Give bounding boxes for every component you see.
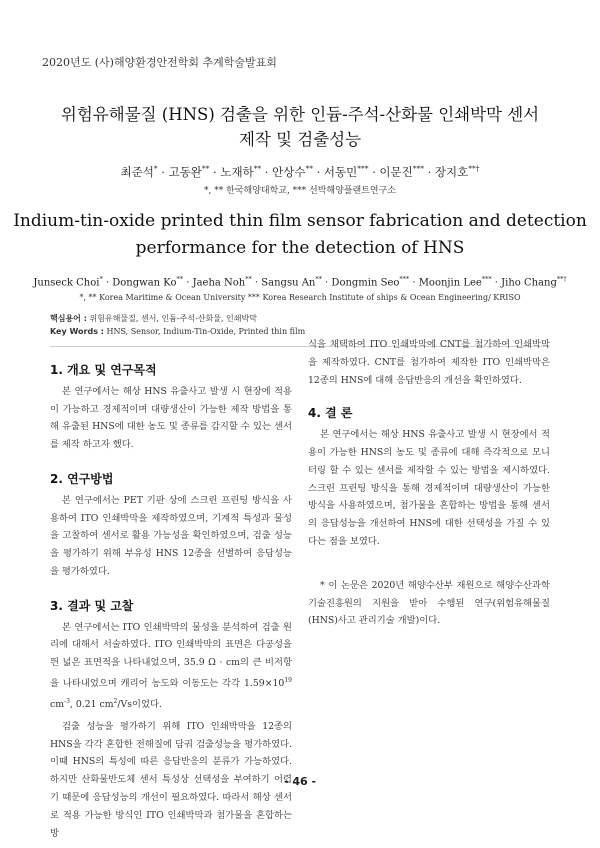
keywords-en-text: HNS, Sensor, Indium-Tin-Oxide, Printed thin film bbox=[106, 327, 306, 336]
author-separator: · bbox=[321, 277, 332, 289]
author-name: Jaeha Noh bbox=[192, 277, 246, 289]
author-name: 고동완 bbox=[168, 165, 202, 179]
section-1-heading: 1. 개요 및 연구목적 bbox=[50, 363, 157, 377]
affiliation-english: *, ** Korea Maritime & Ocean University *** Korea Research Institute of ships & Ocean Engineering/ KRISO bbox=[79, 293, 521, 302]
author-affiliation-mark: * bbox=[99, 275, 103, 283]
author-affiliation-mark: ** bbox=[253, 164, 262, 174]
authors-korean bbox=[0, 164, 600, 180]
author-name: 이문진 bbox=[379, 165, 413, 179]
title-en-line1: Indium-tin-oxide printed thin film sensor fabrication and detection bbox=[13, 211, 587, 231]
author-separator: · bbox=[157, 165, 169, 179]
section-3-heading: 3. 결과 및 고찰 bbox=[50, 598, 134, 613]
author-affiliation-mark: ** bbox=[201, 164, 210, 174]
section-4-text: 본 연구에서는 해상 HNS 유출사고 발생 시 현장에서 적용이 가능한 HNS의 농도 및 종류에 대해 즉각적으로 모니터링 할 수 있는 센서를 제작할 수 있는 방법을 제시하였다. 스크린 프린팅 방식을 통해 경제적이며 대량생산이 가능한 방식을 사용하였으며, 첨가물을 혼합하는 방법을 통해 센서의 응답성능을 개선하여 HNS에 대한 선택성을 가질 수 있다는 점을 보였다. bbox=[308, 429, 550, 547]
author-name: Moonjin Lee bbox=[418, 277, 482, 289]
author-separator: · bbox=[423, 165, 435, 179]
section-2-heading: 2. 연구방법 bbox=[50, 471, 114, 486]
author-name: 최준석 bbox=[120, 165, 154, 179]
author-separator: · bbox=[368, 165, 380, 179]
page-number: - 46 - bbox=[283, 775, 317, 788]
author-affiliation-mark: *** bbox=[412, 164, 424, 174]
section-1-text: 본 연구에서는 해상 HNS 유출사고 발생 시 현장에 적용이 가능하고 경제적이며 대량생산이 가능한 제작 방법을 통해 유출된 HNS에 대한 농도 및 종류를 감지할 수 있는 센서를 제작 하고자 했다. bbox=[50, 385, 292, 451]
author-affiliation-mark: *** bbox=[481, 275, 492, 283]
title-korean bbox=[0, 102, 600, 152]
title-english bbox=[0, 208, 600, 262]
author-affiliation-mark: ** bbox=[245, 275, 252, 283]
author-affiliation-mark: ** bbox=[315, 275, 322, 283]
author-affiliation-mark: ** bbox=[305, 164, 313, 174]
section-2-text: 본 연구에서는 PET 기판 상에 스크린 프린팅 방식을 사용하여 ITO 인쇄박막을 제작하였으며, 기계적 특성과 물성을 고찰하여 센서로 활용 가능성을 확인하였으며, 검출 성능을 평가하기 위해 부유성 HNS 12종을 선별하여 응답성능을 평가하였다. bbox=[50, 494, 292, 577]
affiliation-korean: *, ** 한국해양대학교, *** 선박해양플랜트연구소 bbox=[204, 186, 396, 196]
keywords-en-label: Key Words : bbox=[50, 327, 104, 336]
author-name: Junseck Choi bbox=[33, 277, 100, 289]
title-ko-line1: 위험유해물질 (HNS) 검출을 위한 인듐-주석-산화물 인쇄박막 센서 bbox=[60, 105, 540, 124]
author-name: 노재하 bbox=[220, 165, 254, 179]
author-separator: · bbox=[491, 277, 502, 289]
keywords-english bbox=[50, 327, 305, 336]
authors-english bbox=[0, 275, 600, 288]
author-affiliation-mark: *** bbox=[399, 275, 410, 283]
left-column bbox=[50, 362, 292, 842]
conference-header: 2020년도 (사)해양환경안전학회 추계학술발표회 bbox=[42, 56, 277, 69]
author-separator: · bbox=[209, 165, 221, 179]
keywords-ko-text: 위험유해물질, 센서, 인듐-주석-산화물, 인쇄박막 bbox=[89, 314, 257, 323]
acknowledgement: * 이 논문은 2020년 해양수산부 재원으로 해양수산과학기술진흥원의 지원을 받아 수행된 연구(위험유해물질(HNS)사고 관리기술 개발)이다. bbox=[308, 579, 550, 627]
keywords-korean bbox=[50, 313, 257, 324]
title-ko-line2: 제작 및 검출성능 bbox=[238, 130, 362, 149]
author-name: Dongwan Ko bbox=[112, 277, 177, 289]
author-affiliation-mark: *** bbox=[357, 164, 369, 174]
author-affiliation-mark: * bbox=[153, 164, 158, 174]
right-column bbox=[308, 336, 550, 630]
author-affiliation-mark: **† bbox=[468, 164, 480, 174]
author-name: Sangsu An bbox=[261, 277, 316, 289]
section-4-heading: 4. 결 론 bbox=[308, 406, 353, 421]
author-separator: · bbox=[251, 277, 262, 289]
author-name: 안상수 bbox=[272, 165, 306, 179]
author-separator: · bbox=[183, 277, 193, 289]
author-name: 서동민 bbox=[323, 165, 358, 179]
author-name: Dongmin Seo bbox=[331, 277, 400, 289]
title-en-line2: performance for the detection of HNS bbox=[135, 238, 465, 258]
author-name: 장지호 bbox=[434, 165, 469, 179]
section-3-continuation: 식을 채택하여 ITO 인쇄박막에 CNT를 첨가하여 인쇄박막을 제작하였다. CNT를 첨가하여 제작한 ITO 인쇄박막은 12종의 HNS에 대해 응답반응의 개선을 확인하였다. bbox=[308, 339, 550, 386]
author-separator: · bbox=[102, 277, 113, 289]
author-separator: · bbox=[261, 165, 273, 179]
section-3-paragraph-1: 본 연구에서는 ITO 인쇄박막의 물성을 분석하여 검출 원리에 대해서 서술하였다. ITO 인쇄박막의 표면은 다공성을 띈 넓은 표면적을 나타내었으며, 35.9 Ω · cm의 큰 비저항을 나타내었으며 캐리어 농도와 이동도는 각각 $1.59\times 10^{19}$ $cm^{-3}$, 0.21 $cm^2/Vs$이었다. bbox=[50, 621, 292, 710]
author-separator: · bbox=[409, 277, 419, 289]
author-separator: · bbox=[312, 165, 324, 179]
keywords-ko-label: 핵심용어 : bbox=[50, 314, 87, 323]
section-3-paragraph-2: 검출 성능을 평가하기 위해 ITO 인쇄박막을 12종의 HNS을 각각 혼합한 전해질에 담궈 검출성능을 평가하였다. 이때 HNS의 특성에 따른 응답반응의 분류가 가능하였다. 하지만 산화물반도체 센서 특성상 선택성을 부여하기 어렵기 때문에 응답성능의 개선이 필요하였다. 따라서 해상 센서로 적용 가능한 방식인 ITO 인쇄박막과 첨가물을 혼합하는 방 bbox=[50, 720, 292, 839]
author-affiliation-mark: **† bbox=[556, 275, 567, 283]
author-name: Jiho Chang bbox=[501, 277, 557, 289]
author-affiliation-mark: ** bbox=[176, 275, 184, 283]
